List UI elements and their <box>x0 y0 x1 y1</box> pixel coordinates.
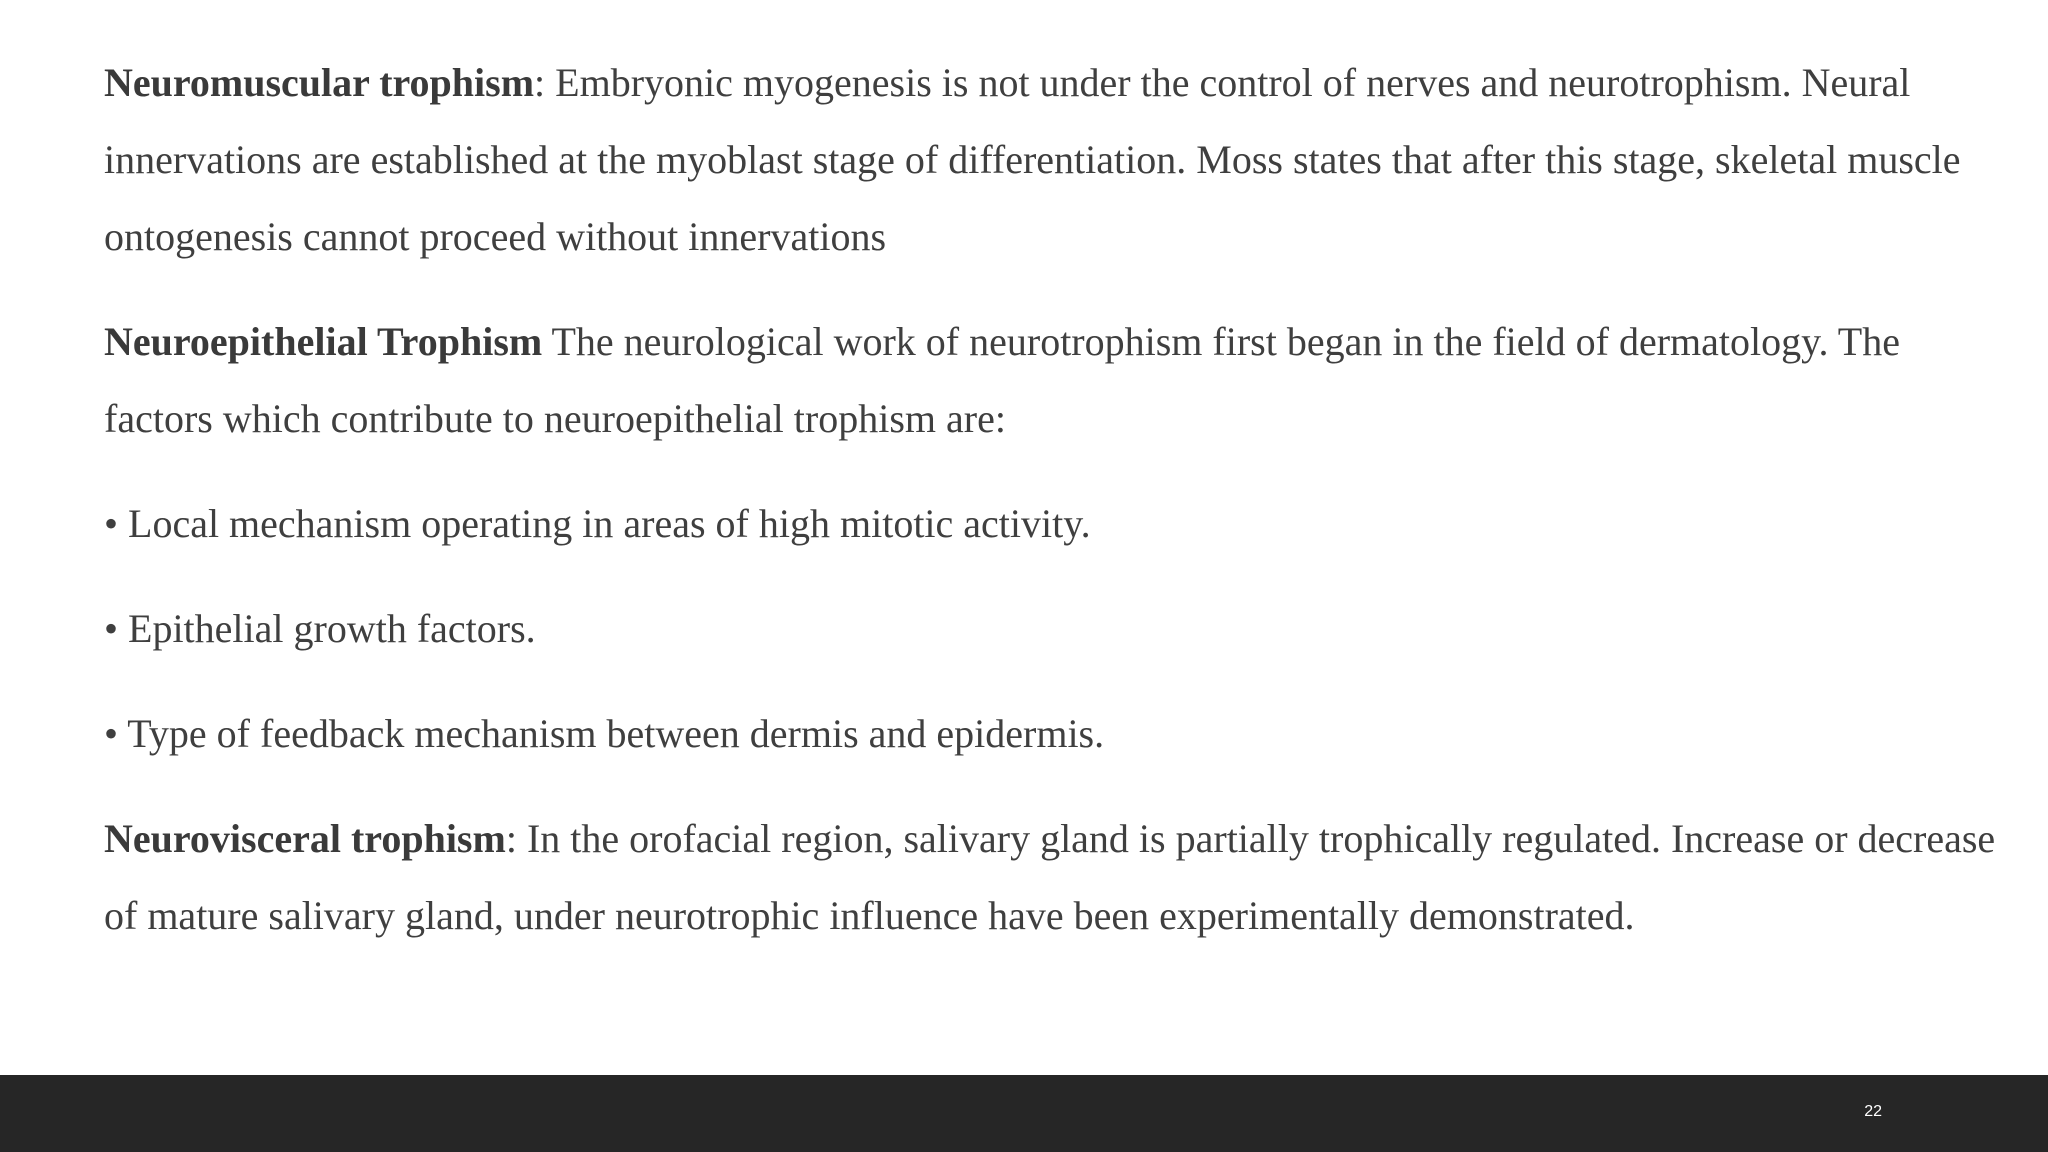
paragraph-neurovisceral-trophism <box>104 800 2004 954</box>
paragraph-neuroepithelial-trophism <box>104 303 2004 457</box>
bullet-item <box>104 590 2004 667</box>
page-number: 22 <box>1864 1103 1882 1120</box>
paragraph-text: : In the orofacial region, salivary gland is partially trophically regulated. Increase or decrease of mature salivary gland, under neurotrophic influence have been experimentally demonstrated. <box>104 816 1996 938</box>
footer-bar <box>0 1075 2048 1152</box>
bullet-item <box>104 485 2004 562</box>
paragraph-heading: Neuromuscular trophism <box>104 60 535 105</box>
slide-body <box>104 44 2004 954</box>
paragraph-heading: Neuroepithelial Trophism <box>104 319 543 364</box>
paragraph-heading: Neurovisceral trophism <box>104 816 506 861</box>
paragraph-text: : Embryonic myogenesis is not under the control of nerves and neurotrophism. Neural innervations are established at the myoblast stage of differentiation. Moss states that after this stage, skeletal muscle ontogenesis cannot proceed without innervations <box>104 60 1961 259</box>
bullet-text: • Local mechanism operating in areas of high mitotic activity. <box>104 501 1091 546</box>
paragraph-text: The neurological work of neurotrophism first began in the field of dermatology. The factors which contribute to neuroepithelial trophism are: <box>104 319 1900 441</box>
bullet-item <box>104 695 2004 772</box>
paragraph-neuromuscular-trophism <box>104 44 2004 275</box>
bullet-text: • Epithelial growth factors. <box>104 606 536 651</box>
bullet-text: • Type of feedback mechanism between dermis and epidermis. <box>104 711 1105 756</box>
